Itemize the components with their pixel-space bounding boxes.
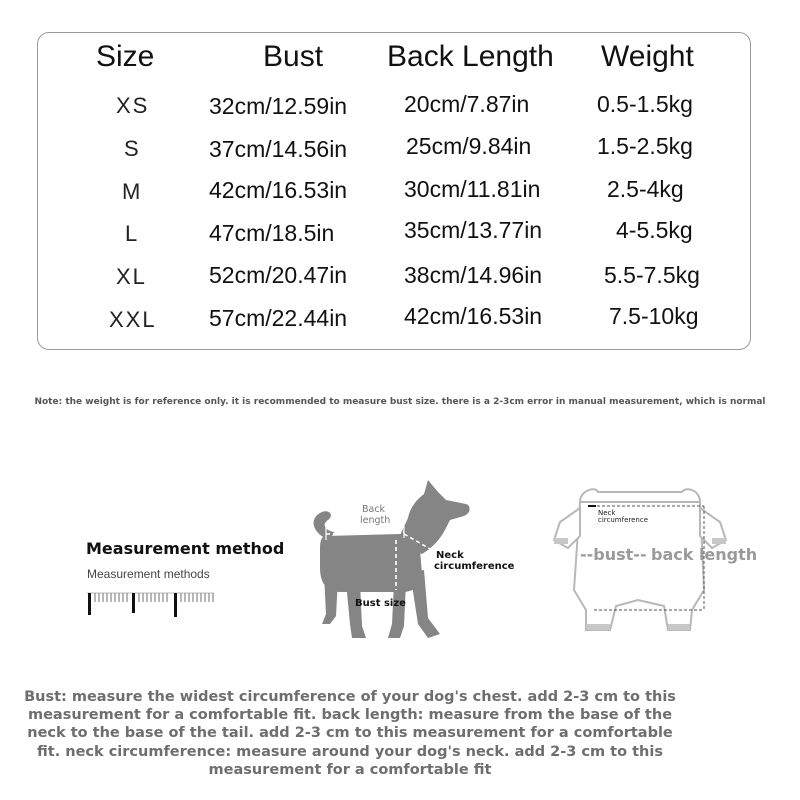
dog-back-label-2: length	[360, 515, 391, 526]
row-s-size: S	[124, 136, 141, 161]
instruction-line: measurement for a comfortable fit	[208, 761, 492, 778]
instruction-line: Bust: measure the widest circumference of your dog's chest. add 2-3 cm to this	[24, 689, 676, 705]
dog-neck-label-1: Neck	[436, 550, 464, 561]
row-m-bust: 42cm/16.53in	[209, 177, 348, 203]
instruction-line: fit. neck circumference: measure around your dog's neck. add 2-3 cm to this	[37, 743, 663, 760]
row-xl-size: XL	[116, 264, 147, 289]
measurement-method-title: Measurement method	[86, 539, 285, 558]
row-m-back: 30cm/11.81in	[404, 176, 541, 202]
garment-back-length-label: back length	[651, 545, 758, 564]
row-s-weight: 1.5-2.5kg	[597, 133, 693, 159]
row-s-back: 25cm/9.84in	[406, 133, 532, 159]
ruler-icon	[86, 589, 216, 617]
row-m-weight: 2.5-4kg	[607, 176, 684, 202]
header-weight: Weight	[601, 40, 694, 73]
measurement-method-subtitle: Measurement methods	[87, 567, 210, 581]
row-l-bust: 47cm/18.5in	[209, 220, 335, 246]
garment-bust-label: --bust--	[580, 545, 647, 564]
dog-bust-label: Bust size	[355, 598, 406, 609]
header-bust: Bust	[263, 40, 324, 73]
dog-garment-icon	[540, 478, 780, 648]
instruction-line: neck to the base of the tail. add 2-3 cm to this measurement for a comfortable	[27, 725, 673, 742]
row-xs-weight: 0.5-1.5kg	[597, 91, 693, 117]
row-l-back: 35cm/13.77in	[404, 217, 543, 243]
row-xxl-weight: 7.5-10kg	[609, 303, 699, 329]
row-xxl-size: XXL	[109, 307, 157, 332]
row-xxl-bust: 57cm/22.44in	[209, 305, 348, 331]
row-xs-bust: 32cm/12.59in	[209, 93, 348, 119]
row-xxl-back: 42cm/16.53in	[404, 303, 543, 329]
row-xl-back: 38cm/14.96in	[404, 262, 543, 288]
row-s-bust: 37cm/14.56in	[209, 136, 348, 162]
dog-neck-label-2: circumference	[434, 561, 515, 572]
row-l-size: L	[125, 221, 140, 246]
header-size: Size	[96, 40, 155, 73]
row-xl-weight: 5.5-7.5kg	[604, 262, 700, 288]
row-l-weight: 4-5.5kg	[616, 217, 693, 243]
weight-note: Note: the weight is for reference only. it is recommended to measure bust size. there is a 2-3cm error in manual measurement, which is normal	[34, 397, 766, 407]
instruction-line: measurement for a comfortable fit. back length: measure from the base of the	[27, 707, 673, 724]
header-back-length: Back Length	[387, 40, 554, 73]
row-m-size: M	[122, 179, 143, 204]
row-xs-size: XS	[116, 93, 150, 118]
measurement-instructions	[0, 688, 700, 779]
dog-back-label-1: Back	[362, 504, 386, 515]
row-xs-back: 20cm/7.87in	[404, 91, 530, 117]
garment-neck-label-1: Neck	[598, 509, 616, 517]
garment-neck-label-2: circumference	[598, 516, 649, 524]
row-xl-bust: 52cm/20.47in	[209, 262, 348, 288]
dog-silhouette-icon	[300, 478, 530, 648]
